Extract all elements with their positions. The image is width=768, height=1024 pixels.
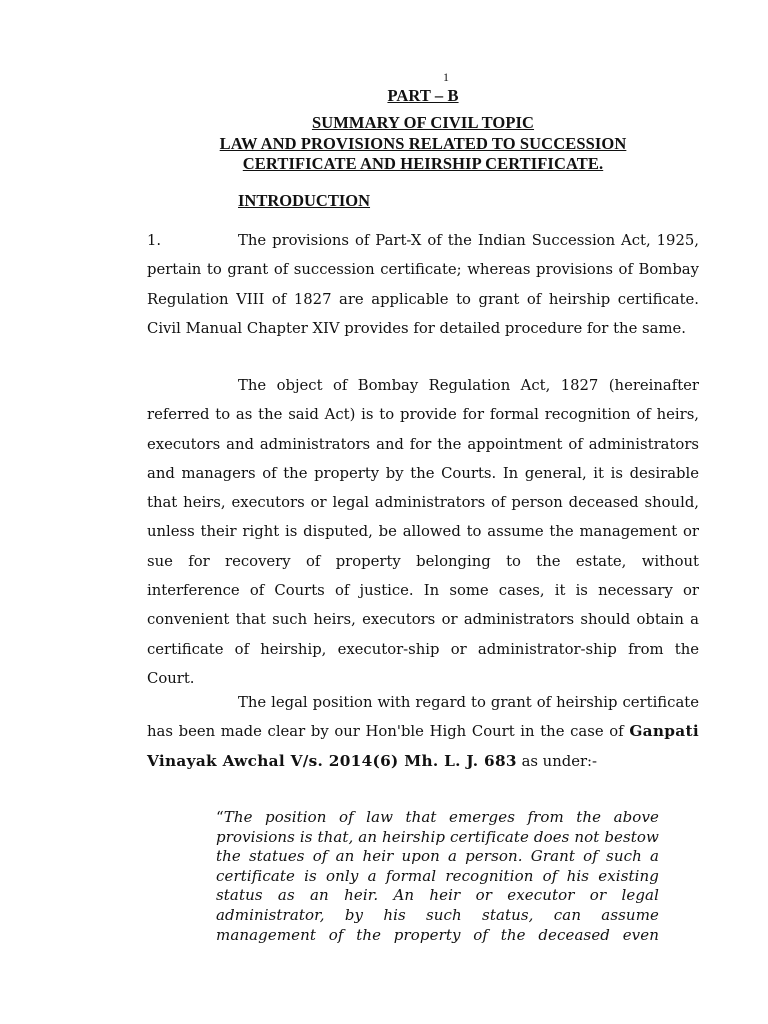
block-quote [216,808,659,945]
law-heading: LAW AND PROVISIONS RELATED TO SUCCESSION [219,134,627,153]
quote-open-mark: “ [216,808,224,826]
part-heading: PART – B [387,86,459,105]
paragraph-1 [147,226,699,343]
paragraph-number: 1. [147,232,162,249]
introduction-heading: INTRODUCTION [238,191,371,210]
summary-heading: SUMMARY OF CIVIL TOPIC [311,113,535,132]
paragraph-3-text-before: The legal position with regard to grant of heirship certificate has been made clear by our Hon'ble High Court in the case of [147,694,699,741]
paragraph-2-text: The object of Bombay Regulation Act, 1827 (hereinafter referred to as the said Act) is to provide for formal recognition of heirs, executors and administrators and for the appointment of administrators and managers of the property by the Courts. In general, it is desirable that heirs, executors or legal administrators of person deceased should, unless their right is disputed, be allowed to assume the management or sue for recovery of property belonging to the estate, without interference of Courts of justice. In some cases, it is necessary or convenient that such heirs, executors or administrators should obtain a certificate of heirship, executor-ship or administrator-ship from the Court. [147,377,699,687]
paragraph-2 [147,371,699,693]
page-number: 1 [443,70,449,84]
quote-text: The position of law that emerges from the above provisions is that, an heirship certificate does not bestow the statues of an heir upon a person. Grant of such a certificate is only a formal recognition of his existing status as an heir. An heir or executor or legal administrator, by his such status, can assume management of the property of the deceased even [216,808,659,944]
paragraph-1-text: The provisions of Part-X of the Indian Succession Act, 1925, pertain to grant of succession certificate; whereas provisions of Bombay Regulation VIII of 1827 are applicable to grant of heirship certificate. Civil Manual Chapter XIV provides for detailed procedure for the same. [147,232,699,337]
paragraph-3-text-after: as under:- [516,752,598,770]
certificate-heading: CERTIFICATE AND HEIRSHIP CERTIFICATE. [242,154,604,173]
case-citation: Ganpati Vinayak Awchal V/s. 2014(6) Mh. L. J. 683 [147,722,699,770]
paragraph-3 [147,688,699,776]
